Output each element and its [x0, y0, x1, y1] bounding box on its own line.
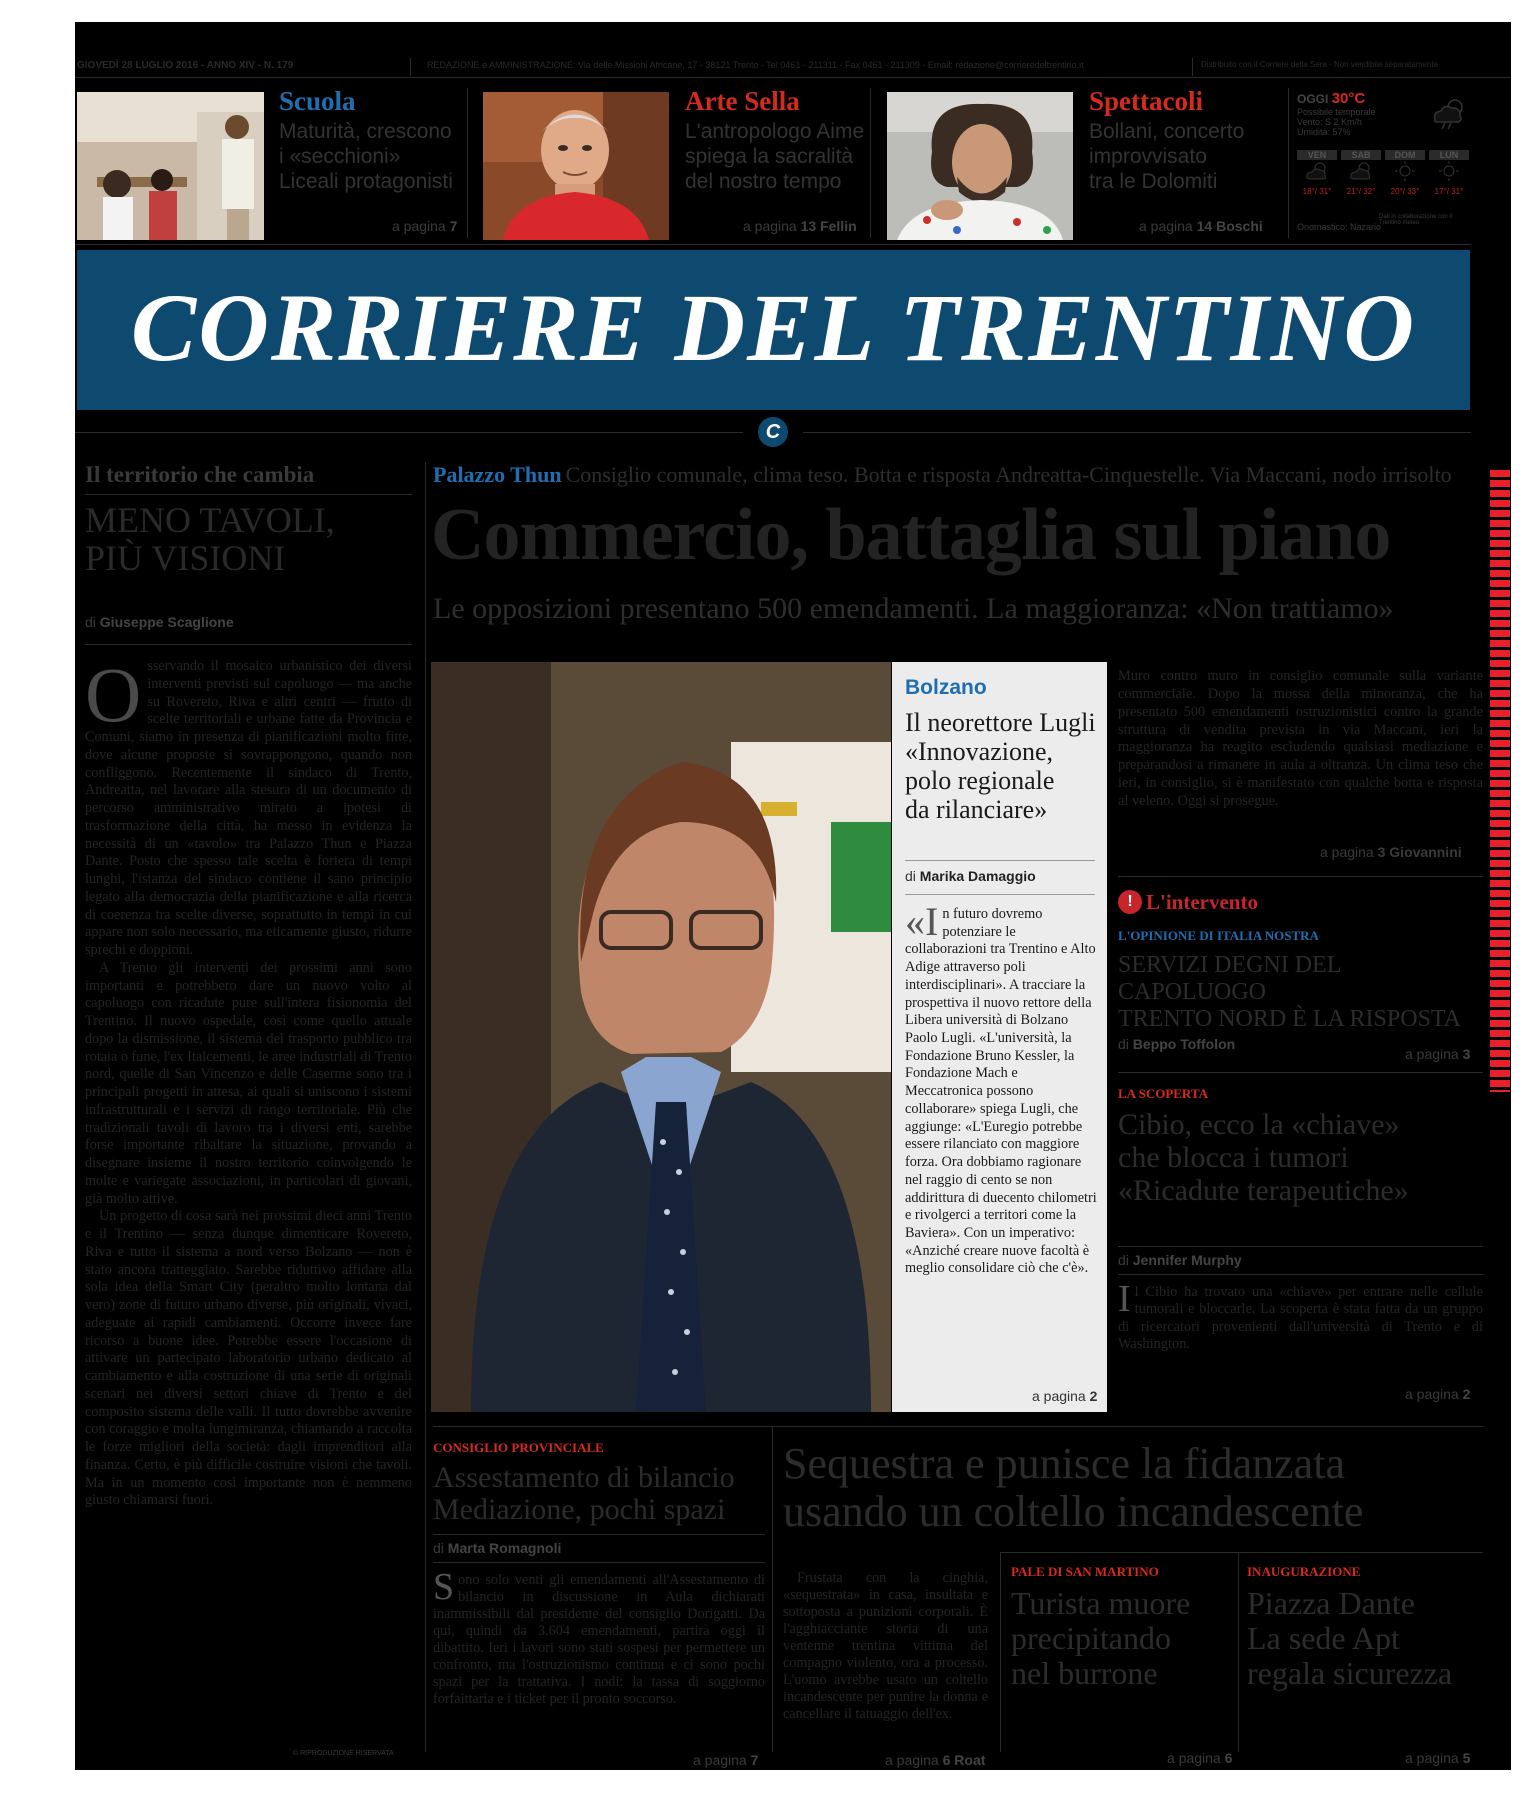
rights-note: © RIPRODUZIONE RISERVATA: [293, 1750, 394, 1757]
pale-page-ref: a pagina 6: [1167, 1750, 1233, 1766]
teaser-page-ref: a pagina 13 Fellin: [743, 218, 857, 234]
scoperta-page-ref: a pagina 2: [1405, 1386, 1471, 1402]
consiglio-headline[interactable]: Assestamento di bilancio Mediazione, pochi spazi: [433, 1461, 735, 1527]
lead-subtitle: Consiglio comunale, clima teso. Botta e risposta Andreatta-Cinquestelle. Via Maccani, nodo irrisolto: [565, 462, 1452, 487]
newspaper-front-page: [75, 22, 1511, 1770]
editorial-headline[interactable]: MENO TAVOLI, PIÙ VISIONI: [85, 500, 335, 578]
interview-byline: di Marika Damaggio: [905, 868, 1036, 884]
teaser-photo-bollani: [887, 92, 1073, 240]
scoperta-headline[interactable]: Cibio, ecco la «chiave» che blocca i tumori «Ricadute terapeutiche»: [1118, 1108, 1409, 1207]
lead-page-ref: a pagina 3 Giovannini: [1320, 844, 1462, 860]
scoperta-byline: di Jennifer Murphy: [1118, 1252, 1242, 1268]
interview-box[interactable]: [892, 662, 1107, 1412]
interview-body: «I n futuro dovremo potenziare le collaborazioni tra Trentino e Alto Adige attraverso poli interdisciplinari». A tracciare la prospettiva il nuovo rettore della Libera università di Bolzano Paolo Lugli. «L'università, la Fondazione Bruno Kessler, la Fondazione Mach e Meccatronica possono collaborare» spiega Lugli, che aggiunge: «L'Euregio potrebbe essere rilanciato con maggiore forza. Ora dobbiamo ragionare nel raggio di cento se non addirittura di duecento chilometri e rivolgerci a territori come la Baviera». Con un imperativo: «Anziché creare nuove facoltà è meglio consolidare ciò che c'è».: [905, 899, 1097, 1277]
consiglio-kicker: CONSIGLIO PROVINCIALE: [433, 1440, 604, 1455]
editorial-body: O sservando il mosaico urbanistico dei diversi interventi previsti sul capoluogo — ma anche su Rovereto, Riva e altri centri — frutto di scelte territoriali e urbane fatte da Provincia e Comuni, siamo in presenza di pianificazioni molto fitte, dove alcune proposte si sovrappongono, quando non confliggono. Recentemente il sindaco di Trento, Andreatta, nel lavorare alla stesura di un documento di percorso amministrativo mirato a ipotesi di trasformazione della città, ha messo in evidenza la necessità di un «tavolo» tra Palazzo Thun e Piazza Dante. Posto che spesso tale scelta è foriera di tempi lunghi, l'istanza del sindaco contiene il sano principio legato alla democrazia della pianificazione e alla ricerca di coerenza tra scelte diverse, soprattutto in tempi in cui appare non solo necessario, ma eticamente giusto, ridurre sprechi e doppioni. A Trento gli interventi dei prossimi anni sono importanti e potrebbero dare un nuovo volto al capoluogo con ricadute pure sull'intera fisionomia del Trentino. Il nuovo ospedale, così come quello attuale dopo la dismissione, il sistema del trasporto pubblico tra rotaia o fune, l'ex Italcementi, le aree industriali di Trento nord, quelle di San Vincenzo e delle Caserme sono tra i principali progetti in attesa, ai quali si uniscono i sistemi infrastrutturali e i servizi di rango territoriale. Più che tradizionali tavoli di lavoro tra i diversi enti, sarebbe forse importante ribaltare la situazione, provando a disegnare insieme il nostro territorio coinvolgendo le molte e variegate associazioni, in particolari di giovani, già molto attive. Un progetto di cosa sarà nei prossimi dieci anni Trento e il Trentino — senza dunque dimenticare Rovereto, Riva e tutto il sistema a nord verso Bolzano — non è stato ancora tratteggiato. Sarebbe riduttivo affidare alla sola idea della Smart City (peraltro molto lontana dal vero) zone di futuro urbano diverse, più originali, vivaci, adeguate ai rapidi cambiamenti. Occorre invece fare ricorso a buone idee. Potrebbe essere l'occasione di attivare un partecipato laboratorio urbano dedicato al cambiamento e alla costruzione di una serie di originali scenari nei diversi settori chiave di Trento e del composito sistema delle valli. Il tutto dovrebbe avvenire con coraggio e molta lungimiranza, chiamando a raccolta le forze migliori della società: dagli imprenditori alla finanza. Certo, è più difficile costruire visioni che tavoli. Ma in un momento così importante non è nemmeno giusto chiamarsi fuori.: [85, 658, 412, 1509]
teaser-kicker: Spettacoli: [1089, 86, 1203, 116]
intervento-page-ref: a pagina 3: [1405, 1046, 1471, 1062]
pale-headline[interactable]: Turista muore precipitando nel burrone: [1011, 1585, 1191, 1692]
teaser-spettacoli[interactable]: [1089, 88, 1279, 195]
weather-box: OGGI 30°C Possibile temporale Vento: S 2 Km/h Umidità: 57% VEN 18°/ 31° SAB 21°/ 32° DOM 20°/ 33° LUN 17°/ 31° Dati in collaborazione con il Trentino meteo Onomastico: Nazario: [1297, 90, 1472, 240]
interview-page-ref: a pagina 2: [1032, 1388, 1098, 1404]
teaser-kicker: Scuola: [279, 86, 356, 116]
sequestra-page-ref: a pagina 6 Roat: [885, 1752, 986, 1768]
lead-deck: Le opposizioni presentano 500 emendamenti. La maggioranza: «Non trattiamo»: [433, 592, 1394, 625]
teaser-photo-classroom: [77, 92, 264, 240]
lead-body: Muro contro muro in consiglio comunale sulla variante commerciale. Dopo la mossa della minoranza, che ha presentato 500 emendamenti ostruzionistici contro la grande struttura di vendita prevista in via Maccani, ieri la maggioranza ha reagito escludendo qualsiasi mediazione e preparandosi a rimanere in aula a oltranza. Un clima teso che ieri, in consiglio, si è manifestato con qualche botta e risposta al veleno. Oggi si prosegue.: [1118, 668, 1483, 810]
intervento-byline: di Beppo Toffolon: [1118, 1036, 1236, 1052]
exclamation-icon: !: [1118, 890, 1142, 914]
lead-kicker-line: [433, 462, 1483, 488]
top-info-bar: [75, 60, 1511, 74]
masthead[interactable]: [77, 250, 1470, 410]
editorial-section: [85, 462, 412, 488]
interview-headline: Il neorettore Lugli «Innovazione, polo regionale da rilanciare»: [905, 708, 1096, 825]
teaser-page-ref: a pagina 14 Boschi: [1139, 218, 1263, 234]
forecast-day: SAB 21°/ 32°: [1341, 150, 1381, 196]
consiglio-body: S ono solo venti gli emendamenti all'Assestamento di bilancio in discussione in Aula dichiarati inammissibili dal presidente del consiglio Dorigatti. Da qui, quindi da 3.604 emendamenti, partirà oggi il dibattito. Ieri i lavori sono stati sospesi per permettere un confronto, ma l'ostruzionismo continua e ci sono pochi spazi per la trattativa. I nodi: la tassa di soggiorno forfaittaria e i ticket per il pronto soccorso.: [433, 1566, 765, 1708]
teaser-scuola[interactable]: [279, 88, 459, 195]
sun-icon: [1391, 160, 1419, 182]
intervento-headline[interactable]: SERVIZI DEGNI DEL CAPOLUOGO TRENTO NORD È LA RISPOSTA: [1118, 952, 1461, 1032]
masthead-title: CORRIERE DEL TRENTINO: [130, 274, 1417, 381]
interview-kicker: Bolzano: [905, 676, 987, 699]
consiglio-byline: di Marta Romagnoli: [433, 1540, 562, 1556]
teaser-page-ref: a pagina 7: [392, 218, 458, 234]
weather-forecast: [1297, 150, 1469, 208]
inaugurazione-headline[interactable]: Piazza Dante La sede Apt regala sicurezza: [1247, 1585, 1453, 1692]
forecast-day: LUN 17°/ 31°: [1429, 150, 1469, 196]
inaugurazione-page-ref: a pagina 5: [1405, 1750, 1471, 1766]
distribution-note: Distribuito con il Corriere della Sera - Non vendibile separatamente: [1201, 60, 1439, 69]
forecast-day: VEN 18°/ 31°: [1297, 150, 1337, 196]
intervento-label: ! L'intervento: [1118, 890, 1483, 915]
corriere-logo-icon: C: [758, 417, 788, 447]
teaser-photo-aime: [483, 92, 669, 240]
scoperta-body: I l Cibio ha trovato una «chiave» per entrare nelle cellule tumorali e bloccarle. La scoperta è stata fatta da un gruppo di ricercatori provenienti dall'università di Trento e di Washington.: [1118, 1278, 1483, 1352]
teaser-text: Maturità, crescono i «secchioni» Liceali protagonisti: [279, 120, 453, 194]
red-margin-strip: [1490, 470, 1510, 1092]
weather-today: OGGI 30°C: [1297, 90, 1366, 107]
intervento-kicker: L'OPINIONE DI ITALIA NOSTRA: [1118, 928, 1319, 943]
consiglio-page-ref: a pagina 7: [693, 1752, 759, 1768]
lead-kicker: Palazzo Thun: [433, 462, 562, 487]
cloud-sun-icon: [1347, 160, 1375, 182]
teaser-text: L'antropologo Aime spiega la sacralità del nostro tempo: [685, 120, 865, 194]
redazione-info: REDAZIONE e AMMINISTRAZIONE: Via delle Missioni Africane, 17 - 38121 Trento - Tel 0461 - 211311 - Fax 0461 - 211309 - Email: redazione@corrieredeltrentino.it: [427, 60, 1084, 70]
teaser-kicker: Arte Sella: [685, 86, 800, 116]
sequestra-body: Frustata con la cinghia, «sequestrata» in casa, insultata e sottoposta a punizioni corporali. È l'agghiacciante storia di una ventenne trentina vittima del compagno violento, ora a processo. L'uomo avrebbe usato un coltello incandescente per punire la donna e cancellare il tatuaggio dell'ex.: [783, 1570, 988, 1723]
inaugurazione-kicker: INAUGURAZIONE: [1247, 1564, 1361, 1579]
sequestra-headline[interactable]: Sequestra e punisce la fidanzata usando un coltello incandescente: [783, 1439, 1364, 1536]
dropcap: O: [85, 658, 142, 738]
editorial-byline: di Giuseppe Scaglione: [85, 614, 234, 630]
scoperta-kicker: LA SCOPERTA: [1118, 1086, 1208, 1101]
teaser-arte-sella[interactable]: [685, 88, 875, 195]
cloud-sun-icon: [1303, 160, 1331, 182]
lead-photo-lugli: [431, 662, 891, 1412]
storm-cloud-icon: [1429, 96, 1469, 135]
pale-kicker: PALE DI SAN MARTINO: [1011, 1564, 1159, 1579]
lead-headline[interactable]: Commercio, battaglia sul piano: [431, 494, 1391, 576]
section-title: Il territorio che cambia: [85, 462, 315, 487]
sun-icon: [1435, 160, 1463, 182]
forecast-day: DOM 20°/ 33°: [1385, 150, 1425, 196]
teaser-text: Bollani, concerto improvvisato tra le Dolomiti: [1089, 120, 1245, 194]
date-issue: GIOVEDÌ 28 LUGLIO 2016 - ANNO XIV - N. 179: [77, 60, 294, 71]
